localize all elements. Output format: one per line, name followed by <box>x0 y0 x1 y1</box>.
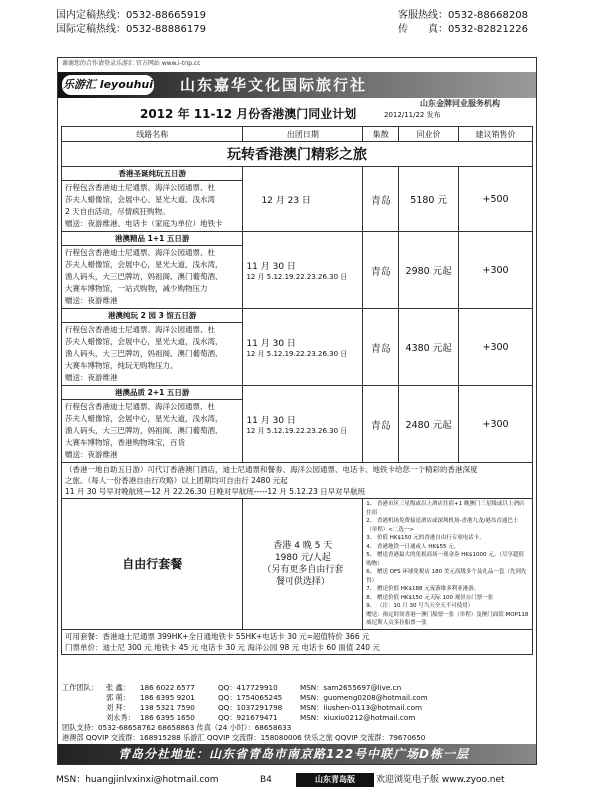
route-retail: +300 <box>459 309 533 386</box>
col-date: 出团日期 <box>243 127 363 142</box>
fax-line: 传 真：0532-82821226 <box>398 24 528 35</box>
route-date: 11 月 30 日 12 月 5.12.19.22.23.26.30 日 <box>243 386 363 463</box>
intl-hotline: 国际定稿热线：0532-88886179 <box>56 24 206 35</box>
domestic-hotline: 国内定稿热线：0532-88665919 <box>56 10 206 21</box>
route-city: 青岛 <box>363 309 399 386</box>
self-guided-list: 1、 香港市区三星级或以上酒店住宿+1 晚澳门三星级或以上酒店住宿 2、 香港机场免费接送酒店或深圳机场-香港九龙/港岛直通巴士（单程）<二选一> 3、 价值 HK$150 元的香港自由行专项电话卡。 4、 香港地铁一日通或人 HK$55 元。 5、 赠送香港最大的免税商场一现金券 HK$1000 元。（尽享超值购物） 6、 赠送 DFS 环球免税店 180 美元高级多个及礼品一套（先到先得） 7、 赠送价值 HK$188 元夜游维多利亚港游。 8、 赠送价值 HK$150 元天际 100 观景台门票一张 9、 （注：10 月 30 号当天全天不可使用） 赠送：指定时间香港一澳门船票一张（单程）及澳门面馆 MOP118 威尼斯人贡多拉船票一张 <box>363 499 533 630</box>
agency-slogan: 山东金牌同业服务机构 <box>420 99 500 108</box>
route-name: 港澳精品 1+1 五日游 <box>62 232 243 246</box>
footer-url: 欢迎浏览电子版 www.zyoo.net <box>376 775 505 785</box>
route-date: 12 月 23 日 <box>243 167 363 232</box>
route-desc: 行程包含香港迪士尼通票、海洋公园通票、杜 莎夫人蜡像馆，会展中心，星光大道，浅水湾， 渔人码头，大三巴牌坊，妈祖阁、澳门葡萄酒、 大赛车博物馆，纯玩无购物压力。 赠送：夜游维港 <box>62 323 243 386</box>
contact-row: 工作团队： 张 鑫： 186 6022 6577 QQ：417729910 MSN：sam2655697@live.cn <box>62 683 402 692</box>
edition-badge: 山东青岛版 <box>296 773 374 787</box>
route-retail: +300 <box>459 232 533 309</box>
route-city: 青岛 <box>363 386 399 463</box>
route-name: 港澳品质 2+1 五日游 <box>62 386 243 400</box>
route-city: 青岛 <box>363 167 399 232</box>
route-price: 5180 元 <box>399 167 459 232</box>
self-guided-note: （香港一地自助五日游）可代订香港澳门酒店，迪士尼通票和餐劵、海洋公园通票、电话卡、地铁卡给您一个精彩的香港深度 之旅。（每人一份香港自由行攻略）以上团期均可自由行 2480 元起 11 月 30 号早对晚航班—12 月 22.26.30 日晚对早航班-----12 月 5.12.23 日早对早航班 <box>62 463 533 499</box>
agency-title: 山东嘉华文化国际旅行社 <box>180 76 368 94</box>
qq-groups: 港澳部 QQVIP 交流群：168915288 乐游汇 QQVIP 交流群：158080006 快乐之旅 QQVIP 交流群：79670650 <box>62 733 426 742</box>
table-header <box>62 127 533 142</box>
col-price: 同业价 <box>399 127 459 142</box>
route-city: 青岛 <box>363 232 399 309</box>
route-desc: 行程包含香港迪士尼通票、海洋公园通票、杜 莎夫人蜡像馆，会展中心，星光大道，浅水湾， 渔人码头，大三巴牌坊，妈祖阁、澳门葡萄酒、 大赛车博物馆，一站式购物，减少购物压力 赠送：夜游维港 <box>62 246 243 309</box>
brand-tagline: 谢谢您的合作请登录乐游汇 官方网站 www.i-trip.cc <box>62 60 201 67</box>
route-retail: +300 <box>459 386 533 463</box>
plan-title: 2012 年 11-12 月份香港澳门同业计划 <box>140 107 357 121</box>
route-retail: +500 <box>459 167 533 232</box>
route-table <box>61 126 533 655</box>
footer-msn: MSN：huangjinlvxinxi@hotmail.com <box>56 775 219 785</box>
contact-row: 刘 拜： 138 5321 7590 QQ：1037291798 MSN：liushen-0113@hotmail.com <box>106 703 423 712</box>
col-city: 集散 <box>363 127 399 142</box>
contact-row: 郭 萌： 186 6395 9201 QQ：1754065245 MSN：guomeng0208@hotmail.com <box>106 693 428 702</box>
leyouhui-logo: 乐游汇 leyouhui <box>62 75 154 95</box>
col-route: 线路名称 <box>62 127 243 142</box>
route-price: 2480 元起 <box>399 386 459 463</box>
plan-date: 2012/11/22 发布 <box>384 111 441 119</box>
main-title: 玩转香港澳门精彩之旅 <box>62 142 533 167</box>
service-hotline: 客服热线：0532-88668208 <box>398 10 528 21</box>
page-number: B4 <box>260 775 272 785</box>
route-name: 香港圣诞纯玩五日游 <box>62 167 243 181</box>
route-desc: 行程包含香港迪士尼通票、海洋公园通票、杜 莎夫人蜡像馆，会展中心、星光大道、浅水湾 2 天自由活动，尽情疯狂购物。 赠送：夜游维港、电话卡（家庭为单位）地铁卡 <box>62 181 243 232</box>
route-desc: 行程包含香港迪士尼通票、海洋公园通票、杜 莎夫人蜡像馆，会展中心，星光大道，浅水湾， 渔人码头，大三巴牌坊，妈祖阁、澳门葡萄酒、 大赛车博物馆，香港购物珠宝，百货 赠送：夜游维港 <box>62 400 243 463</box>
branch-address: 青岛分社地址：山东省青岛市南京路122号中联广场D栋一层 <box>118 747 470 761</box>
self-guided-label: 自由行套餐 <box>62 499 243 630</box>
self-guided-price: 香港 4 晚 5 天 1980 元/人起 （另有更多自由行套 餐可供选择） <box>243 499 363 630</box>
contact-block <box>62 683 532 743</box>
route-price: 2980 元起 <box>399 232 459 309</box>
col-retail: 建议销售价 <box>459 127 533 142</box>
contact-row: 刘永秀： 186 6395 1650 QQ：921679471 MSN：xiuxiu0212@hotmail.com <box>106 713 416 722</box>
route-price: 4380 元起 <box>399 309 459 386</box>
optional-packages: 可用套餐：香港迪士尼通票 399HK+全日通地铁卡 55HK+电话卡 30 元=超值特价 366 元 门票单价：迪士尼 300 元 地铁卡 45 元 电话卡 30 元 海洋公园 98 元 电话卡 60 面值 240 元 <box>62 629 533 654</box>
route-date: 11 月 30 日 12 月 5.12.19.22.23.26.30 日 <box>243 232 363 309</box>
route-date: 11 月 30 日 12 月 5.12.19.22.23.26.30 日 <box>243 309 363 386</box>
route-name: 港澳纯玩 2 园 3 馆五日游 <box>62 309 243 323</box>
team-support: 团队支持：0532-68658762 68658863 传真（24 小时）：68658633 <box>62 723 292 732</box>
